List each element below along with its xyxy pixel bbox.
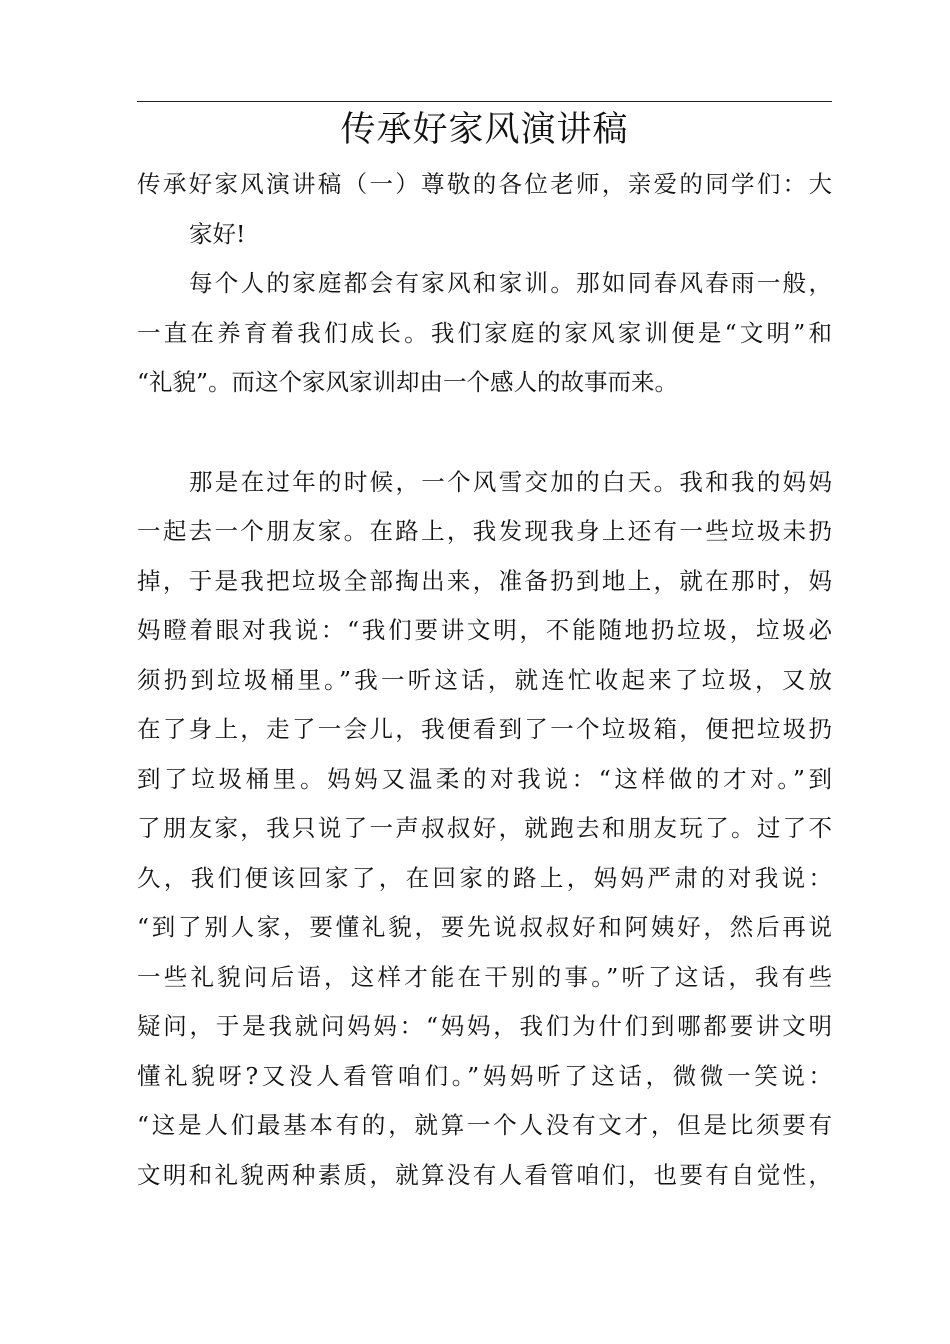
text-line: 家好! <box>189 219 246 248</box>
text-line: 疑问，于是我就问妈妈：“妈妈，我们为什们到哪都要讲文明 <box>137 1012 832 1040</box>
text-line: 须扔到垃圾桶里。”我一听这话，就连忙收起来了垃圾，又放 <box>137 665 832 694</box>
text-line: 久，我们便该回家了，在回家的路上，妈妈严肃的对我说： <box>137 863 832 892</box>
text-line: 掉，于是我把垃圾全部掏出来，准备扔到地上，就在那时，妈 <box>137 566 832 595</box>
text-line: “这是人们最基本有的，就算一个人没有文才，但是比须要有 <box>137 1111 832 1139</box>
text-line: 了朋友家，我只说了一声叔叔好，就跑去和朋友玩了。过了不 <box>137 814 832 842</box>
text-line: 传承好家风演讲稿（一）尊敬的各位老师，亲爱的同学们：大 <box>137 170 832 198</box>
document-body <box>137 160 832 1200</box>
text-line: 一起去一个朋友家。在路上，我发现我身上还有一些垃圾未扔 <box>137 517 832 545</box>
paragraph <box>137 458 832 1201</box>
text-line: 一直在养育着我们成长。我们家庭的家风家训便是“文明”和 <box>137 318 832 347</box>
text-line: 每个人的家庭都会有家风和家训。那如同春风春雨一般， <box>189 269 832 297</box>
text-line: 那是在过年的时候，一个风雪交加的白天。我和我的妈妈 <box>189 467 832 496</box>
text-line: 在了身上，走了一会儿，我便看到了一个垃圾箱，便把垃圾扔 <box>137 715 832 743</box>
paragraph <box>137 259 832 408</box>
document-title: 传承好家风演讲稿 <box>340 110 629 150</box>
text-line: “到了别人家，要懂礼貌，要先说叔叔好和阿姨好，然后再说 <box>137 913 832 941</box>
paragraph <box>137 160 832 259</box>
text-line: 一些礼貌问后语，这样才能在干别的事。”听了这话，我有些 <box>137 962 832 991</box>
text-line: 到了垃圾桶里。妈妈又温柔的对我说：“这样做的才对。”到 <box>137 764 832 793</box>
text-line: 懂礼貌呀?又没人看管咱们。”妈妈听了这话，微微一笑说： <box>137 1061 832 1090</box>
header-rule <box>137 101 832 102</box>
text-line: “礼貌”。而这个家风家训却由一个感人的故事而来。 <box>137 368 679 396</box>
paragraph-spacer <box>137 408 832 458</box>
text-line: 妈瞪着眼对我说：“我们要讲文明，不能随地扔垃圾，垃圾必 <box>137 616 832 644</box>
text-line: 文明和礼貌两种素质，就算没有人看管咱们，也要有自觉性， <box>137 1160 832 1189</box>
